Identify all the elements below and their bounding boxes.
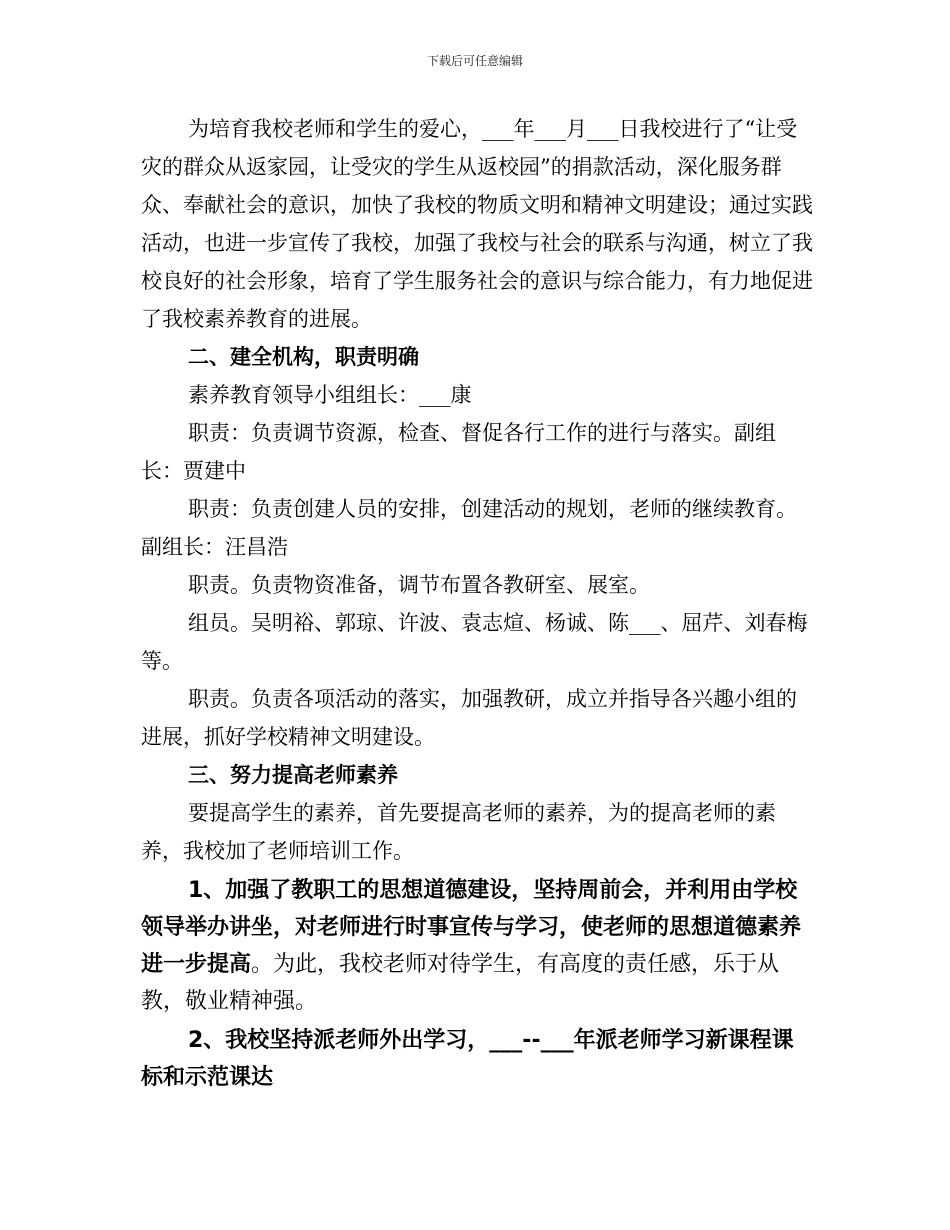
item-1-bold-text: 1、加强了教职工的思想道德建设，坚持周前会，并利用由学校领导举办讲坐，对老师进行时事宣传与学习，使老师的思想道德素养进一步提高 bbox=[141, 878, 802, 977]
duty-paragraph-deputy-1: 职责：负责创建人员的安排，创建活动的规划，老师的继续教育。副组长：汪昌浩 bbox=[141, 497, 797, 559]
item-2-paragraph: 2、我校坚持派老师外出学习，___--___年派老师学习新课程课标和示范课达 bbox=[141, 1028, 794, 1090]
members-paragraph: 组员。吴明裕、郭琼、许波、袁志煊、杨诚、陈___、屈芹、刘春梅等。 bbox=[141, 611, 808, 673]
duty-paragraph-deputy-2: 职责。负责物资准备，调节布置各教研室、展室。 bbox=[188, 573, 650, 597]
teacher-quality-paragraph: 要提高学生的素养，首先要提高老师的素养，为的提高老师的素养，我校加了老师培训工作。 bbox=[141, 801, 776, 863]
intro-paragraph: 为培育我校老师和学生的爱心，___年___月___日我校进行了“让受灾的群众从返家园，让受灾的学生从返校园”的捐款活动，深化服务群众、奉献社会的意识，加快了我校的物质文明和精神文明建设；通过实践活动，也进一步宣传了我校，加强了我校与社会的联系与沟通，树立了我校良好的社会形象，培育了学生服务社会的意识与综合能力，有力地促进了我校素养教育的进展。 bbox=[141, 117, 813, 331]
document-body bbox=[141, 110, 813, 1096]
item-1-paragraph bbox=[141, 872, 813, 1020]
duty-paragraph-members: 职责。负责各项活动的落实，加强教研，成立并指导各兴趣小组的进展，抓好学校精神文明建设。 bbox=[141, 687, 797, 749]
section-heading-organization: 二、建全机构，职责明确 bbox=[188, 345, 419, 369]
duty-paragraph-leader: 职责：负责调节资源，检查、督促各行工作的进行与落实。副组长：贾建中 bbox=[141, 421, 776, 483]
item-1-normal-text: 。为此，我校老师对待学生，有高度的责任感，乐于从教，敬业精神强。 bbox=[141, 952, 780, 1014]
team-leader-line: 素养教育领导小组组长：___康 bbox=[188, 383, 472, 407]
page-header: 下载后可任意编辑 bbox=[426, 54, 523, 68]
section-heading-teacher-quality: 三、努力提高老师素养 bbox=[188, 763, 398, 787]
